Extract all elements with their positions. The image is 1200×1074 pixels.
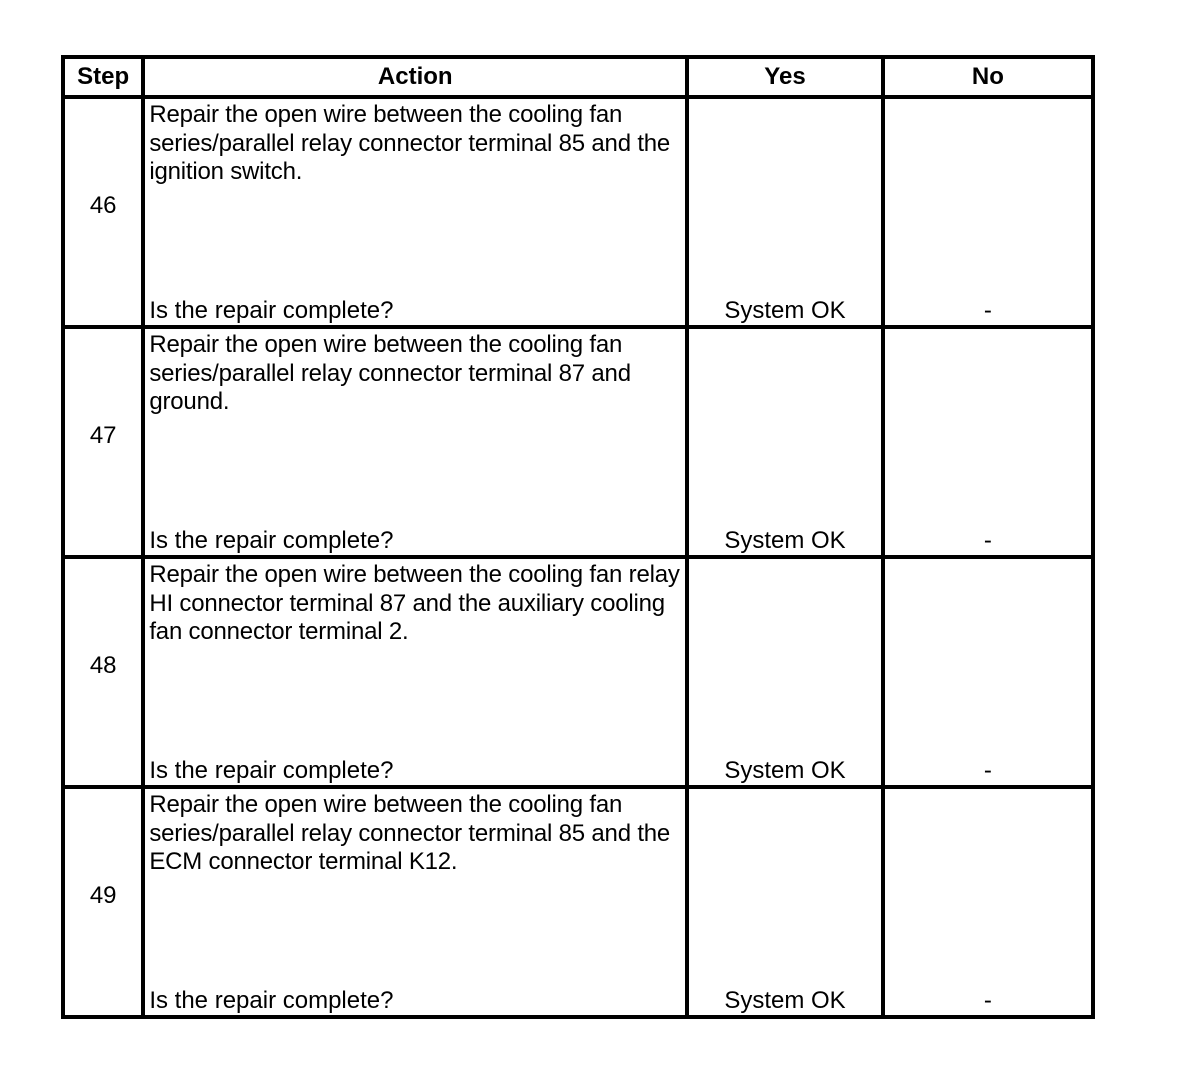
diagnostic-table bbox=[61, 55, 1095, 1019]
step-number: 46 bbox=[89, 191, 117, 219]
no-result: - bbox=[983, 986, 992, 1014]
table-row bbox=[63, 327, 1093, 557]
no-result: - bbox=[983, 526, 992, 554]
no-result: - bbox=[983, 296, 992, 324]
header-yes: Yes bbox=[687, 57, 883, 97]
action-text: Repair the open wire between the cooling fan series/parallel relay connector terminal 87 and ground. bbox=[149, 331, 631, 415]
step-number: 49 bbox=[89, 881, 117, 909]
yes-cell bbox=[687, 97, 883, 327]
step-cell bbox=[63, 327, 143, 557]
table-row bbox=[63, 787, 1093, 1017]
table-body bbox=[63, 97, 1093, 1017]
action-question: Is the repair complete? bbox=[149, 296, 394, 324]
no-cell bbox=[883, 787, 1093, 1017]
yes-cell bbox=[687, 327, 883, 557]
no-cell bbox=[883, 97, 1093, 327]
step-number: 47 bbox=[89, 421, 117, 449]
step-number: 48 bbox=[89, 651, 117, 679]
no-cell bbox=[883, 327, 1093, 557]
no-cell bbox=[883, 557, 1093, 787]
yes-result: System OK bbox=[724, 986, 846, 1014]
yes-result: System OK bbox=[724, 756, 846, 784]
yes-result: System OK bbox=[724, 296, 846, 324]
action-text: Repair the open wire between the cooling fan series/parallel relay connector terminal 85 and the ECM connector terminal K12. bbox=[149, 791, 671, 875]
header-action: Action bbox=[143, 57, 687, 97]
step-cell bbox=[63, 787, 143, 1017]
action-cell bbox=[143, 787, 687, 1017]
no-result: - bbox=[983, 756, 992, 784]
header-no: No bbox=[883, 57, 1093, 97]
table-header bbox=[63, 57, 1093, 97]
step-cell bbox=[63, 557, 143, 787]
action-cell bbox=[143, 327, 687, 557]
yes-cell bbox=[687, 787, 883, 1017]
yes-cell bbox=[687, 557, 883, 787]
action-cell bbox=[143, 557, 687, 787]
action-cell bbox=[143, 97, 687, 327]
action-text: Repair the open wire between the cooling fan relay HI connector terminal 87 and the auxiliary cooling fan connector terminal 2. bbox=[149, 561, 680, 645]
action-text: Repair the open wire between the cooling fan series/parallel relay connector terminal 85 and the ignition switch. bbox=[149, 101, 671, 185]
action-question: Is the repair complete? bbox=[149, 986, 394, 1014]
table-row bbox=[63, 97, 1093, 327]
table-row bbox=[63, 557, 1093, 787]
action-question: Is the repair complete? bbox=[149, 756, 394, 784]
header-row bbox=[63, 57, 1093, 97]
yes-result: System OK bbox=[724, 526, 846, 554]
action-question: Is the repair complete? bbox=[149, 526, 394, 554]
header-step: Step bbox=[63, 57, 143, 97]
step-cell bbox=[63, 97, 143, 327]
